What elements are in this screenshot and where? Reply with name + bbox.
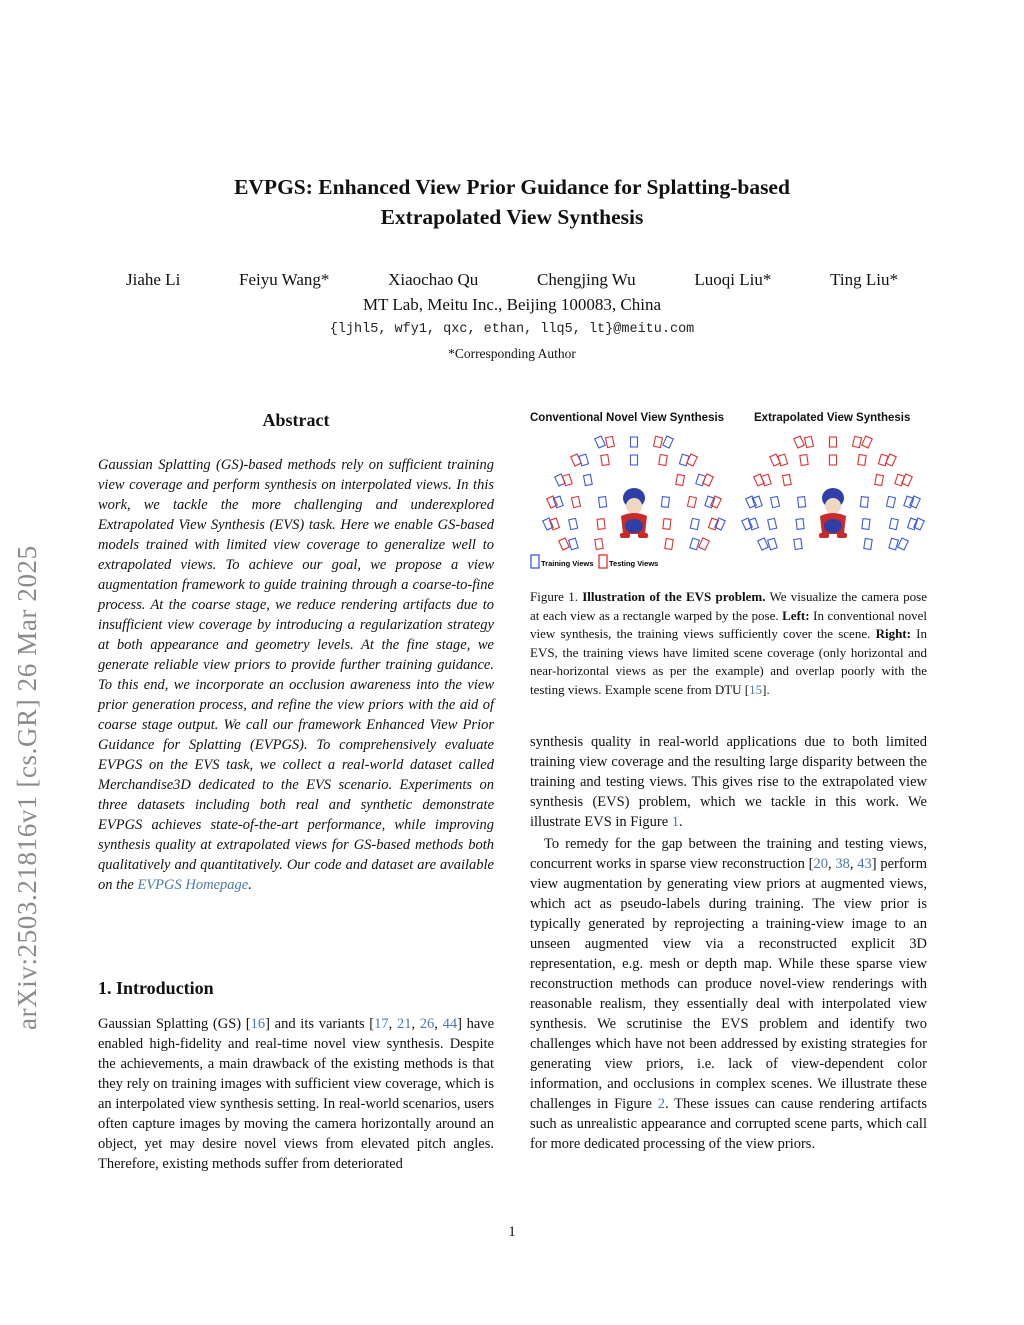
figure-link[interactable]: 1 — [671, 814, 680, 830]
camera-view-rect — [659, 455, 667, 466]
figure-1 — [528, 408, 928, 580]
citation-link[interactable]: 21 — [396, 1016, 412, 1032]
body-text: synthesis quality in real-world applications due to both limited training view coverage and the resulting large disparity between the training and testing views. This gives rise to the extrapolated view synthesis (EVS) problem, which we tackle in this work. We illustrate EVS in Figure — [530, 734, 927, 830]
camera-view-rect — [800, 455, 808, 466]
section-heading-introduction: 1. Introduction — [98, 978, 214, 998]
citation-link[interactable]: 17 — [374, 1016, 389, 1032]
intro-text: ] and its variants [ — [265, 1016, 375, 1032]
caption-text: ]. — [762, 681, 770, 697]
citation-link[interactable]: 44 — [442, 1016, 458, 1032]
legend-training-label: Training Views — [541, 559, 594, 568]
camera-view-rect — [654, 436, 663, 447]
caption-left-label: Left: — [782, 607, 810, 623]
camera-view-rect — [690, 538, 700, 550]
caption-label: Figure 1. — [530, 589, 578, 604]
camera-view-rect — [796, 519, 804, 530]
camera-view-rect — [858, 455, 866, 466]
camera-view-rect — [782, 474, 791, 485]
figure-right-title: Extrapolated View Synthesis — [754, 412, 911, 424]
caption-text: In EVS, the training views have limited scene coverage (only horizontal and near-horizontal views as per the example) and overlap poorly with the testing views. Example scene from DTU [ — [530, 626, 928, 697]
intro-text: Gaussian Splatting (GS) [ — [98, 1016, 251, 1032]
abstract-text: Gaussian Splatting (GS)-based methods rely on sufficient training view coverage and perform synthesis on interpolated views. In this work, we tackle the more challenging and underexplored Extrapolated View Synthesis (EVS) task. Here we enable GS-based models trained with limited view coverage to generalize well to extrapolated views. To achieve our goal, we propose a view augmentation framework to guide training through a coarse-to-fine process. At the coarse stage, we reduce rendering artifacts due to insufficient view coverage by introducing a regularization strategy at both appearance and geometry levels. At the fine stage, we generate reliable view priors to provide further training guidance. To this end, we incorporate an occlusion awareness into the view prior generation process, and refine the view priors with the aid of coarse stage output. We call our framework Enhanced View Prior Guidance for Splatting (EVPGS). To comprehensively evaluate EVPGS on the EVS task, we collect a real-world dataset called Merchandise3D dedicated to the EVS scenario. Experiments on three datasets including both real and synthetic demonstrate EVPGS achieves state-of-the-art performance, while improving synthesis quality at extrapolated views for GS-based methods both qualitatively and quantitatively. Our code and dataset are available on the — [98, 457, 494, 893]
camera-view-rect — [794, 436, 805, 448]
camera-view-rect — [768, 518, 777, 529]
camera-view-rect — [599, 497, 607, 508]
camera-view-rect — [794, 539, 802, 550]
affiliation: MT Lab, Meitu Inc., Beijing 100083, China — [362, 295, 662, 314]
scene-object-left — [620, 488, 648, 538]
camera-view-rect — [601, 455, 609, 466]
camera-pose-diagram — [528, 430, 928, 582]
camera-view-rect — [771, 496, 780, 507]
intro-paragraph: Gaussian Splatting (GS) [16] and its variants [17, 21, 26, 44] have enabled high-fidelity and real-time novel view synthesis. Despite the achievements, a main drawback of the existing methods is that they rely on training images with sufficient view coverage, which is an interpolated view synthesis setting. In real-world scenarios, users often capture images by moving the camera horizontally around an object, yet may desire novel views from elevated pitch angles. Therefore, existing methods suffer from deteriorated — [98, 1016, 495, 1172]
citation-link[interactable]: 16 — [250, 1016, 266, 1032]
camera-view-rect — [597, 519, 605, 530]
page-number: 1 — [508, 1224, 516, 1240]
camera-view-rect — [663, 519, 671, 530]
camera-view-rect — [676, 474, 685, 485]
camera-view-rect — [559, 538, 570, 550]
camera-view-rect — [886, 496, 895, 507]
camera-view-rect — [860, 497, 868, 508]
paper-title — [150, 172, 874, 232]
legend-testing-label: Testing Views — [609, 559, 659, 568]
author: Feiyu Wang* — [239, 270, 330, 289]
right-column-body — [530, 732, 927, 1154]
intro-text: ] have enabled high-fidelity and real-time novel view synthesis. Despite the achievements, a main drawback of the existing methods is that they rely on training images with sufficient view coverage, which is an interpolated view synthesis setting. In real-world scenarios, users often capture images by moving the camera horizontally around an object, yet may desire novel views from elevated pitch angles. Therefore, existing methods suffer from deteriorated — [98, 1016, 495, 1172]
camera-view-rect — [687, 496, 696, 507]
author: Ting Liu* — [830, 270, 898, 289]
citation-link[interactable]: 38 — [835, 856, 850, 872]
paragraph: To remedy for the gap between the training and testing views, concurrent works in sparse view reconstruction [20, 38, 43] perform view augmentation by generating view priors at augmented views, which act as pseudo-labels during training. The view prior is typically generated by reprojecting a training-view image to an unseen augmented view via a reconstructed explicit 3D representation, e.g. mesh or depth map. While these sparse view reconstruction methods can produce novel-view renderings with reasonable realism, they essentially deal with interpolated view synthesis. We scrutinise the EVS problem and identify two challenges which have not been addressed by existing strategies for generating view priors, i.e. lack of view-dependent color information, and occlusions in complex scenes. We illustrate these challenges in Figure 2. These issues can cause rendering artifacts such as unrealistic appearance and corrupted scene parts, which call for more dedicated processing of the view priors. — [530, 836, 928, 1152]
camera-view-rect — [864, 539, 872, 550]
author-emails: {ljhl5, wfy1, qxc, ethan, llq5, lt}@meitu.com — [329, 322, 695, 337]
body-text: To remedy for the gap between the training and testing views, concurrent works in sparse view reconstruction [ — [530, 836, 927, 872]
caption-text: We visualize the camera pose at each view as a rectangle warped by the pose. — [530, 589, 928, 623]
title-line-1: EVPGS: Enhanced View Prior Guidance for Splatting-based — [234, 175, 790, 199]
camera-view-rect — [595, 436, 606, 448]
camera-view-rect — [665, 539, 673, 550]
camera-view-rect — [690, 518, 699, 529]
camera-view-rect — [631, 437, 638, 447]
camera-view-rect — [569, 518, 578, 529]
camera-view-rect — [631, 455, 638, 465]
camera-view-rect — [758, 538, 769, 550]
corresponding-note: *Corresponding Author — [448, 346, 576, 361]
citation-link[interactable]: 15 — [749, 681, 763, 697]
legend-training-swatch — [531, 555, 539, 568]
camera-view-rect — [572, 496, 581, 507]
camera-view-rect — [889, 518, 898, 529]
camera-view-rect — [798, 497, 806, 508]
body-text: . These issues can cause rendering artifacts such as unrealistic appearance and corrupted scene parts, which call for more dedicated processing of the view priors. — [530, 1096, 928, 1152]
legend-testing-swatch — [599, 555, 607, 568]
abstract-end: . — [248, 877, 252, 893]
camera-view-rect — [583, 474, 592, 485]
camera-view-rect — [862, 519, 870, 530]
camera-view-rect — [768, 538, 778, 550]
camera-view-rect — [663, 436, 674, 448]
camera-view-rect — [898, 538, 909, 550]
author: Luoqi Liu* — [694, 270, 772, 289]
abstract-heading: Abstract — [262, 410, 330, 430]
camera-view-rect — [830, 455, 837, 465]
caption-right-label: Right: — [875, 626, 911, 641]
camera-view-rect — [605, 436, 614, 447]
camera-view-rect — [830, 437, 837, 447]
homepage-link[interactable]: EVPGS Homepage — [137, 877, 249, 893]
caption-text: In conventional novel view synthesis, the training views sufficiently cover the scene. — [530, 607, 928, 641]
body-text: ] perform view augmentation by generating view priors at augmented views, which act as pseudo-labels during training. The view prior is typically generated by reprojecting a training-view image to an unseen augmented view via a reconstructed explicit 3D representation, e.g. mesh or depth map. While these sparse view reconstruction methods can produce novel-view renderings with reasonable realism, they essentially deal with interpolated view synthesis. We scrutinise the EVS problem and identify two challenges which have not been addressed by existing strategies for generating view priors, i.e. lack of view-dependent color information, and occlusions in complex scenes. We illustrate these challenges in Figure — [530, 856, 928, 1112]
camera-view-rect — [875, 474, 884, 485]
camera-view-rect — [699, 538, 710, 550]
caption-title: Illustration of the EVS problem. — [582, 589, 766, 604]
author: Chengjing Wu — [537, 270, 636, 289]
camera-view-rect — [661, 497, 669, 508]
author-list — [100, 270, 924, 290]
abstract-body — [98, 455, 494, 895]
camera-view-rect — [778, 454, 788, 466]
body-text: . — [679, 814, 683, 830]
camera-view-rect — [862, 436, 873, 448]
camera-view-rect — [595, 539, 603, 550]
figure-link[interactable]: 2 — [657, 1096, 665, 1112]
title-line-2: Extrapolated View Synthesis — [380, 205, 644, 229]
arxiv-identifier: arXiv:2503.21816v1 [cs.GR] 26 Mar 2025 — [12, 545, 42, 1030]
citation-link[interactable]: 43 — [857, 856, 872, 872]
camera-view-rect — [889, 538, 899, 550]
scene-object-right — [819, 488, 847, 538]
author: Jiahe Li — [126, 270, 181, 289]
citation-link[interactable]: 26 — [419, 1016, 435, 1032]
camera-view-rect — [804, 436, 813, 447]
figure-left-title: Conventional Novel View Synthesis — [530, 412, 725, 424]
camera-view-rect — [853, 436, 862, 447]
author: Xiaochao Qu — [388, 270, 479, 289]
camera-view-rect — [569, 538, 579, 550]
paragraph — [530, 732, 927, 832]
camera-view-rect — [579, 454, 589, 466]
figure-1-caption — [530, 588, 927, 699]
citation-link[interactable]: 20 — [813, 856, 828, 872]
